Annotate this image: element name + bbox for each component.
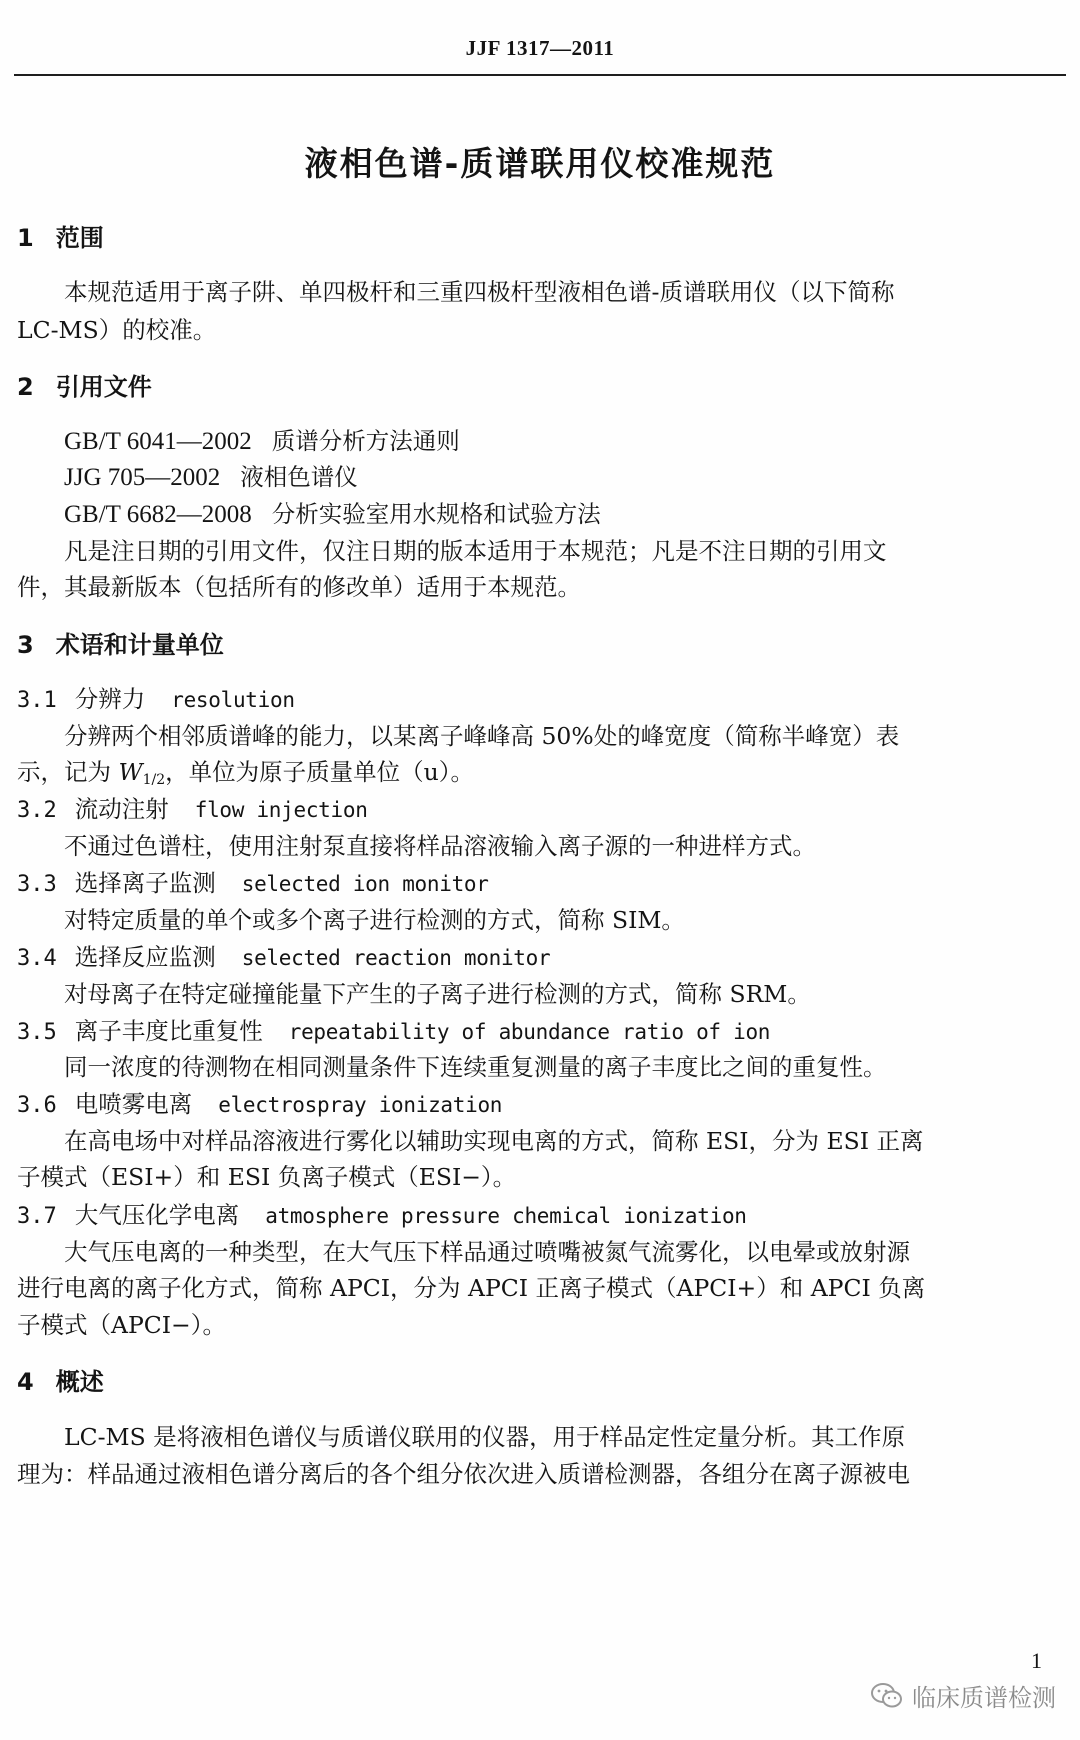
- definition-line: [17, 753, 474, 788]
- symbol-w: W: [118, 758, 143, 786]
- reference-name: 分析实验室用水规格和试验方法: [271, 500, 601, 528]
- paragraph-line: 理为：样品通过液相色谱分离后的各个组分依次进入质谱检测器，各组分在离子源被电: [17, 1460, 910, 1488]
- term-english: electrospray ionization: [218, 1093, 503, 1117]
- definition-line: 子模式（APCI−）。: [17, 1311, 226, 1339]
- reference-name: 液相色谱仪: [240, 463, 358, 491]
- reference-code: JJG 705—2002: [64, 464, 221, 491]
- term-english: repeatability of abundance ratio of ion: [288, 1020, 771, 1044]
- symbol-subscript: 1/2: [142, 772, 166, 788]
- section-number: 1: [17, 224, 34, 252]
- wechat-icon: [870, 1682, 904, 1710]
- term-heading: [17, 790, 368, 824]
- term-chinese: 电喷雾电离: [74, 1090, 193, 1118]
- definition-line: 对特定质量的单个或多个离子进行检测的方式，简称 SIM。: [64, 906, 685, 934]
- section-number: 2: [17, 373, 34, 401]
- paragraph-line: 本规范适用于离子阱、单四极杆和三重四极杆型液相色谱-质谱联用仪（以下简称: [64, 278, 895, 306]
- section-4-heading: [17, 1362, 104, 1397]
- term-number: 3.5: [17, 1020, 57, 1045]
- term-chinese: 选择反应监测: [74, 943, 216, 971]
- definition-line: 在高电场中对样品溶液进行雾化以辅助实现电离的方式，简称 ESI，分为 ESI 正离: [64, 1127, 924, 1155]
- document-title: 液相色谱-质谱联用仪校准规范: [304, 144, 776, 183]
- definition-line: 分辨两个相邻质谱峰的能力，以某离子峰峰高 50%处的峰宽度（简称半峰宽）表: [64, 722, 900, 750]
- term-number: 3.2: [17, 798, 57, 823]
- definition-text: ，单位为原子质量单位（u）。: [165, 758, 475, 786]
- section-number: 4: [17, 1368, 34, 1396]
- section-title: 引用文件: [55, 373, 152, 401]
- definition-line: 不通过色谱柱，使用注射泵直接将样品溶液输入离子源的一种进样方式。: [64, 832, 816, 860]
- paragraph-line: LC-MS 是将液相色谱仪与质谱仪联用的仪器，用于样品定性定量分析。其工作原: [64, 1423, 906, 1451]
- term-english: selected ion monitor: [241, 872, 489, 896]
- term-chinese: 分辨力: [74, 685, 146, 713]
- definition-line: 大气压电离的一种类型，在大气压下样品通过喷嘴被氮气流雾化，以电晕或放射源: [64, 1238, 910, 1266]
- paragraph-line: 凡是注日期的引用文件，仅注日期的版本适用于本规范；凡是不注日期的引用文: [64, 537, 887, 565]
- term-english: selected reaction monitor: [241, 946, 551, 970]
- term-english: resolution: [171, 688, 295, 712]
- paragraph-line: LC-MS）的校准。: [17, 316, 217, 344]
- watermark-text: 临床质谱检测: [912, 1684, 1056, 1712]
- reference-code: GB/T 6682—2008: [64, 501, 252, 528]
- section-title: 术语和计量单位: [55, 631, 224, 659]
- definition-line: 对母离子在特定碰撞能量下产生的子离子进行检测的方式，简称 SRM。: [64, 980, 811, 1008]
- term-heading: [17, 680, 295, 714]
- term-heading: [17, 938, 550, 972]
- term-english: atmosphere pressure chemical ionization: [265, 1204, 747, 1228]
- term-number: 3.1: [17, 688, 57, 713]
- reference-item: [64, 458, 358, 492]
- reference-name: 质谱分析方法通则: [271, 427, 460, 455]
- reference-item: [64, 422, 460, 456]
- term-chinese: 大气压化学电离: [74, 1201, 240, 1229]
- definition-line: 进行电离的离子化方式，简称 APCI，分为 APCI 正离子模式（APCI+）和 APCI 负离: [17, 1274, 926, 1302]
- term-heading: [17, 1085, 502, 1119]
- term-english: flow injection: [194, 798, 368, 822]
- term-chinese: 流动注射: [74, 795, 169, 823]
- section-3-heading: [17, 625, 224, 660]
- term-number: 3.3: [17, 872, 57, 897]
- term-number: 3.4: [17, 946, 57, 971]
- section-number: 3: [17, 631, 34, 659]
- term-number: 3.6: [17, 1093, 57, 1118]
- section-title: 范围: [55, 224, 104, 252]
- paragraph-line: 件，其最新版本（包括所有的修改单）适用于本规范。: [17, 573, 581, 601]
- term-chinese: 选择离子监测: [74, 869, 216, 897]
- section-title: 概述: [55, 1368, 104, 1396]
- reference-item: [64, 495, 601, 529]
- page-number: 1: [1031, 1648, 1042, 1673]
- term-number: 3.7: [17, 1204, 57, 1229]
- watermark: [870, 1678, 1056, 1713]
- term-heading: [17, 864, 489, 898]
- section-1-heading: [17, 218, 104, 253]
- header-rule: [14, 74, 1066, 76]
- definition-text: 示，记为: [17, 758, 119, 786]
- definition-line: 子模式（ESI+）和 ESI 负离子模式（ESI−）。: [17, 1163, 517, 1191]
- term-heading: [17, 1196, 747, 1230]
- term-chinese: 离子丰度比重复性: [74, 1017, 263, 1045]
- reference-code: GB/T 6041—2002: [64, 428, 252, 455]
- definition-line: 同一浓度的待测物在相同测量条件下连续重复测量的离子丰度比之间的重复性。: [64, 1053, 887, 1081]
- section-2-heading: [17, 367, 152, 402]
- term-heading: [17, 1012, 770, 1046]
- standard-code: JJF 1317—2011: [465, 36, 615, 60]
